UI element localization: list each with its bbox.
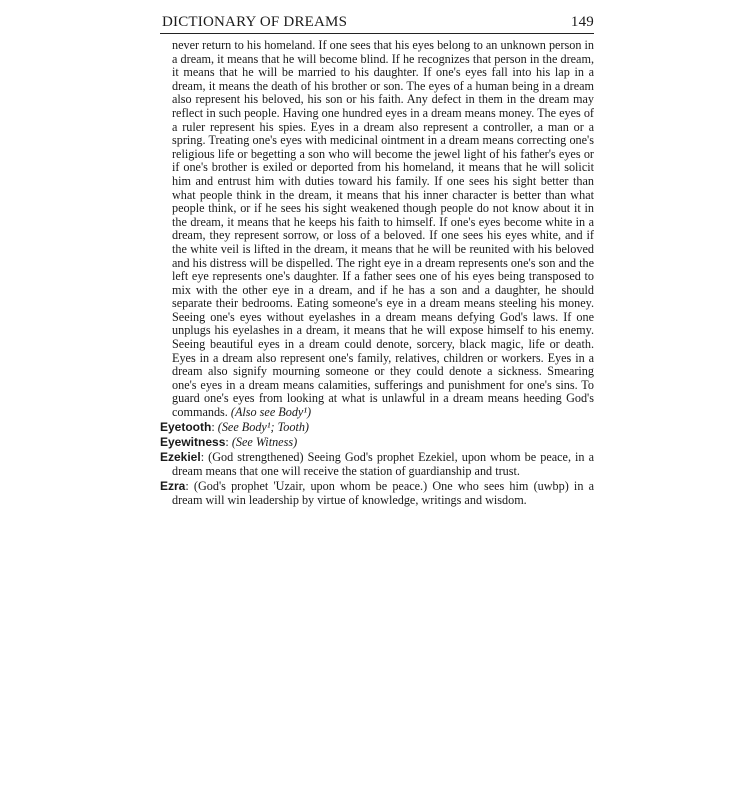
- book-page: [160, 14, 594, 507]
- dictionary-entry-ezekiel: [160, 451, 594, 478]
- headword: Ezra: [160, 479, 186, 493]
- definition: (God strengthened) Seeing God's prophet Ezekiel, upon whom be peace, in a dream means that one will receive the station of guardianship and trust.: [172, 450, 594, 478]
- separator: :: [185, 479, 194, 493]
- cross-reference: (See Witness): [231, 435, 298, 450]
- definition: (God's prophet 'Uzair, upon whom be peace.) One who sees him (uwbp) in a dream will win leadership by virtue of knowledge, writings and wisdom.: [172, 479, 594, 507]
- headword: Ezekiel: [160, 450, 201, 465]
- separator: :: [225, 435, 232, 450]
- cross-reference: (See Body¹; Tooth): [217, 420, 309, 435]
- dictionary-entry-eyewitness: [160, 436, 594, 450]
- separator: :: [200, 450, 209, 465]
- continuation-text: never return to his homeland. If one sees that his eyes belong to an unknown person in a dream, it means that he will become blind. If he recognizes that person in the dream, it means that he will be married to his daughter. If one's eyes fall into his lap in a dream, it means the death of his brother or son. The eyes of a human being in a dream also represent his beloved, his son or his faith. Any defect in them in the dream may reflect in such people. Having one hundred eyes in a dream means money. The eyes of a ruler represent his spies. Eyes in a dream also represent a controller, a man or a spring. Treating one's eyes with medicinal ointment in a dream means correcting one's religious life or begetting a son who will become the jewel light of his father's eyes or if one's brother is exiled or deported from his homeland, it means that he will solicit him and entrust him with duties toward his family. If one sees his sight better than what people think in the dream, it means that his inner character is better than what people think, or if he sees his sight weakened though people do not know about it in the dream, it means that he keeps his faith to himself. If one's eyes become white in a dream, they represent sorrow, or loss of a beloved. If one sees his eyes white, and if the white veil is lifted in the dream, it means that he will be reunited with his beloved and his distress will be dispelled. The right eye in a dream represents one's son and the left eye represents one's daughter. If a father sees one of his eyes being transposed to mix with the other eye in a dream, and if he has a son and a daughter, he should separate their bedrooms. Eating someone's eye in a dream means steeling his money. Seeing one's eyes without eyelashes in a dream means defying God's laws. If one unplugs his eyelashes in a dream, it means that he will expose himself to his enemy. Seeing beautiful eyes in a dream could denote, sorcery, black magic, life or death. Eyes in a dream also represent one's family, relatives, children or workers. Eyes in a dream also signify mourning someone or they could denote a sickness. Smearing one's eyes in a dream means calamities, sufferings and punishment for one's sins. To guard one's eyes from looking at what is unlawful in a dream means heeding God's commands.: [172, 38, 594, 420]
- dictionary-entry-ezra: [160, 480, 594, 507]
- separator: :: [211, 420, 218, 435]
- page-body: [160, 39, 594, 507]
- headword: Eyewitness: [160, 435, 226, 450]
- cross-reference: (Also see Body¹): [230, 405, 312, 420]
- dictionary-entry-eyetooth: [160, 421, 594, 435]
- headword: Eyetooth: [160, 420, 212, 435]
- page-number: 149: [570, 14, 594, 30]
- running-title: DICTIONARY OF DREAMS: [162, 14, 348, 30]
- entry-continuation: [160, 39, 594, 420]
- running-header: [160, 14, 594, 34]
